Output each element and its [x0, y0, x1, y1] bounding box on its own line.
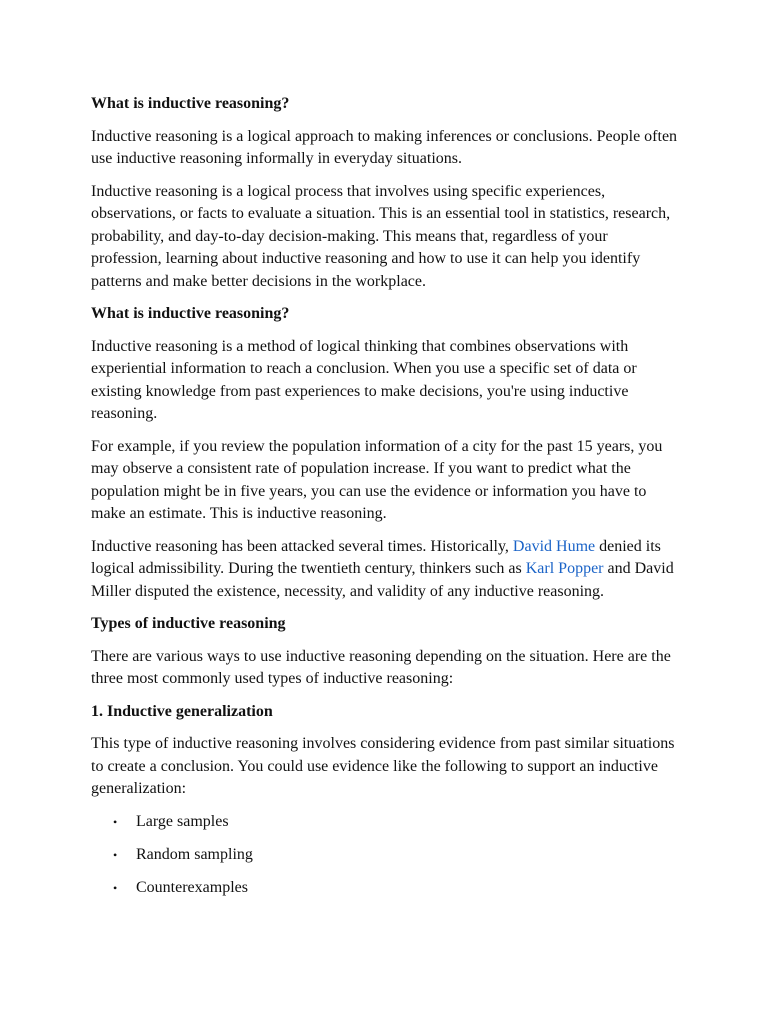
- document-page: [91, 93, 681, 910]
- history-text-middle: denied its logical admissibility. During the twentieth century, thinkers such as: [91, 537, 661, 577]
- list-item: [91, 877, 681, 900]
- method-paragraph: Inductive reasoning is a method of logical thinking that combines observations with experiential information to reach a conclusion. When you use a specific set of data or existing knowledge from past experiences to make decisions, you're using inductive reasoning.: [91, 337, 637, 422]
- bullet-icon: •: [113, 814, 118, 829]
- history-text-before: Inductive reasoning has been attacked several times. Historically,: [91, 537, 513, 555]
- bullet-icon: •: [113, 880, 118, 895]
- section-heading-types: Types of inductive reasoning: [91, 615, 286, 632]
- process-paragraph: Inductive reasoning is a logical process that involves using specific experiences, observations, or facts to evaluate a situation. This is an essential tool in statistics, research, probability, and day-to-day decision-making. This means that, regardless of your profession, learning about inductive reasoning and how to use it can help you identify patterns and make better decisions in the workplace.: [91, 182, 671, 290]
- list-item: [91, 844, 681, 867]
- david-hume-link[interactable]: David Hume: [512, 537, 596, 555]
- example-paragraph: For example, if you review the population information of a city for the past 15 years, you may observe a consistent rate of population increase. If you want to predict what the population might be in five years, you can use the evidence or information you have to make an estimate. This is inductive reasoning.: [91, 437, 663, 522]
- evidence-bullet-list: [91, 811, 681, 900]
- section-heading-what-is-inductive-reasoning: What is inductive reasoning?: [91, 95, 290, 112]
- history-paragraph: [91, 536, 681, 604]
- list-item-text: Large samples: [136, 812, 229, 830]
- generalization-paragraph: This type of inductive reasoning involves considering evidence from past similar situations to create a conclusion. You could use evidence like the following to support an inductive generalization:: [91, 735, 675, 797]
- karl-popper-link[interactable]: Karl Popper: [525, 560, 604, 577]
- list-item: [91, 811, 681, 834]
- intro-paragraph: Inductive reasoning is a logical approach to making inferences or conclusions. People often use inductive reasoning informally in everyday situations.: [91, 127, 678, 167]
- history-text-after: and David Miller disputed the existence, necessity, and validity of any inductive reasoning.: [91, 560, 674, 600]
- list-item-text: Random sampling: [136, 845, 253, 863]
- section-heading-inductive-generalization: 1. Inductive generalization: [91, 702, 273, 720]
- list-item-text: Counterexamples: [136, 878, 248, 896]
- bullet-icon: •: [113, 847, 118, 862]
- section-heading-what-is-inductive-reasoning-repeat: What is inductive reasoning?: [91, 305, 290, 322]
- types-intro-paragraph: There are various ways to use inductive reasoning depending on the situation. Here are the three most commonly used types of inductive reasoning:: [91, 647, 671, 687]
